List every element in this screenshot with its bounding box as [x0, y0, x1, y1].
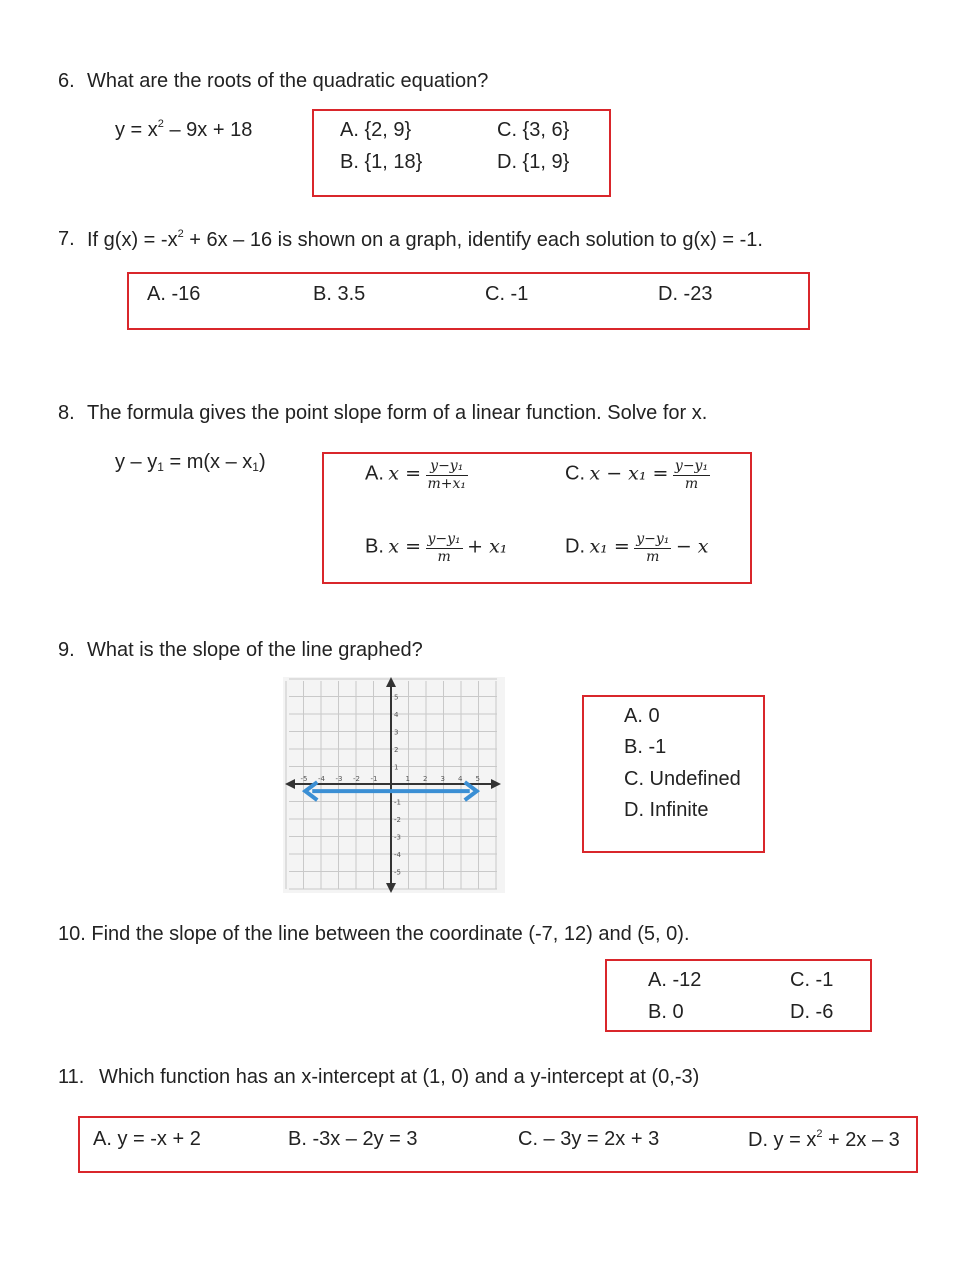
x-tick-label: -5 — [300, 775, 308, 783]
q6-option-c[interactable]: C. {3, 6} — [497, 119, 570, 141]
q7-option-a[interactable]: A. -16 — [147, 283, 201, 305]
q8-b-fraction — [426, 531, 463, 566]
q7-text-exp: 2 — [177, 228, 184, 240]
y-tick-label: -1 — [394, 798, 401, 807]
q9-option-c[interactable]: C. Undefined — [624, 768, 741, 790]
y-tick-label: -4 — [394, 851, 401, 859]
q8-d-num: y−y₁ — [636, 531, 670, 547]
q8-option-b[interactable] — [365, 531, 507, 566]
q8-a-lhs: x = — [388, 462, 422, 485]
q11-option-b[interactable]: B. -3x – 2y = 3 — [288, 1128, 418, 1150]
q8-d-label: D. — [565, 535, 585, 558]
x-tick-label: 1 — [405, 775, 410, 783]
q11-text: Which function has an x-intercept at (1, 0) and a y-intercept at (0,-3) — [99, 1066, 700, 1088]
q8-d-fraction — [634, 531, 671, 566]
q8-d-rest: − x — [675, 535, 709, 558]
q8-c-label: C. — [565, 462, 585, 485]
q8-b-rest: + x₁ — [467, 535, 508, 558]
q7-option-b[interactable]: B. 3.5 — [313, 283, 366, 305]
q8-b-num: y−y₁ — [427, 531, 461, 547]
q8-b-lhs: x = — [388, 535, 422, 558]
y-tick-label: 4 — [394, 711, 399, 719]
y-tick-label: -2 — [394, 816, 401, 824]
y-tick-label: 3 — [394, 728, 399, 737]
q7-text-b: + 6x – 16 is shown on a graph, identify each solution to g(x) = -1. — [183, 229, 763, 251]
q10-text: 10. Find the slope of the line between the coordinate (-7, 12) and (5, 0). — [58, 923, 690, 945]
q8-given — [115, 451, 266, 474]
q8-number: 8. — [58, 402, 75, 424]
q8-option-a[interactable] — [365, 458, 468, 493]
q9-option-a[interactable]: A. 0 — [624, 705, 660, 727]
q6-eq-prefix: y = x — [115, 119, 158, 141]
q8-given-sub2: 1 — [252, 460, 259, 474]
q7-option-d[interactable]: D. -23 — [658, 283, 713, 305]
x-tick-label: -1 — [370, 775, 378, 783]
y-tick-label: -5 — [394, 868, 401, 877]
q8-a-label: A. — [365, 462, 384, 485]
y-tick-label: -3 — [394, 833, 401, 842]
q8-b-den: m — [437, 549, 451, 565]
x-tick-label: 5 — [475, 775, 480, 783]
q6-option-b[interactable]: B. {1, 18} — [340, 151, 423, 173]
q8-option-c[interactable] — [565, 458, 710, 493]
q9-number: 9. — [58, 639, 75, 661]
q6-option-a[interactable]: A. {2, 9} — [340, 119, 412, 141]
q10-option-a[interactable]: A. -12 — [648, 969, 702, 991]
q8-text: The formula gives the point slope form of a linear function. Solve for x. — [87, 402, 708, 424]
q7-option-c[interactable]: C. -1 — [485, 283, 529, 305]
x-tick-label: -2 — [353, 775, 360, 783]
q9-option-d[interactable]: D. Infinite — [624, 799, 709, 821]
q7-text — [87, 228, 763, 252]
q9-graph — [283, 677, 505, 893]
q8-a-den: m+x₁ — [427, 476, 467, 492]
q11-option-c[interactable]: C. – 3y = 2x + 3 — [518, 1128, 660, 1150]
q6-eq-suffix: – 9x + 18 — [163, 119, 253, 141]
q8-given-c: ) — [258, 451, 266, 473]
q9-text: What is the slope of the line graphed? — [87, 639, 423, 661]
q9-option-b[interactable]: B. -1 — [624, 736, 667, 758]
q6-number: 6. — [58, 70, 75, 92]
q11-option-d[interactable] — [748, 1128, 900, 1152]
q6-equation — [115, 118, 252, 142]
q11-d-exp: 2 — [816, 1128, 823, 1140]
x-tick-label: -3 — [335, 775, 343, 783]
q6-text: What are the roots of the quadratic equation? — [87, 70, 489, 92]
q10-option-b[interactable]: B. 0 — [648, 1001, 684, 1023]
q8-given-sub1: 1 — [157, 460, 164, 474]
q6-option-d[interactable]: D. {1, 9} — [497, 151, 570, 173]
q8-option-d[interactable] — [565, 531, 709, 566]
q7-text-a: If g(x) = -x — [87, 229, 178, 251]
q11-option-a[interactable]: A. y = -x + 2 — [93, 1128, 201, 1150]
q8-a-num: y−y₁ — [426, 458, 469, 476]
x-tick-label: 3 — [440, 775, 445, 783]
q6-eq-exp: 2 — [157, 118, 164, 130]
q8-d-lhs: x₁ = — [589, 535, 630, 558]
y-tick-label: 1 — [394, 763, 399, 772]
q8-given-a: y – y — [115, 451, 158, 473]
x-tick-label: 2 — [423, 775, 428, 783]
x-tick-label: -4 — [318, 775, 325, 783]
q11-number: 11. — [58, 1066, 85, 1088]
q7-number: 7. — [58, 228, 75, 250]
q11-d-prefix: D. y = x — [748, 1129, 817, 1151]
q8-c-num: y−y₁ — [674, 458, 709, 474]
q10-option-c[interactable]: C. -1 — [790, 969, 834, 991]
q8-d-den: m — [646, 549, 660, 565]
q10-option-d[interactable]: D. -6 — [790, 1001, 834, 1023]
y-tick-label: 2 — [394, 746, 399, 754]
q8-c-den: m — [684, 476, 699, 492]
q8-c-fraction — [673, 458, 710, 493]
x-tick-label: 4 — [458, 775, 463, 783]
q8-b-label: B. — [365, 535, 384, 558]
q8-a-fraction — [426, 458, 469, 493]
q8-given-b: = m(x – x — [163, 451, 253, 473]
q8-c-lhs: x − x₁ = — [589, 462, 669, 485]
q11-d-suffix: + 2x – 3 — [822, 1129, 900, 1151]
y-tick-label: 5 — [394, 693, 399, 702]
